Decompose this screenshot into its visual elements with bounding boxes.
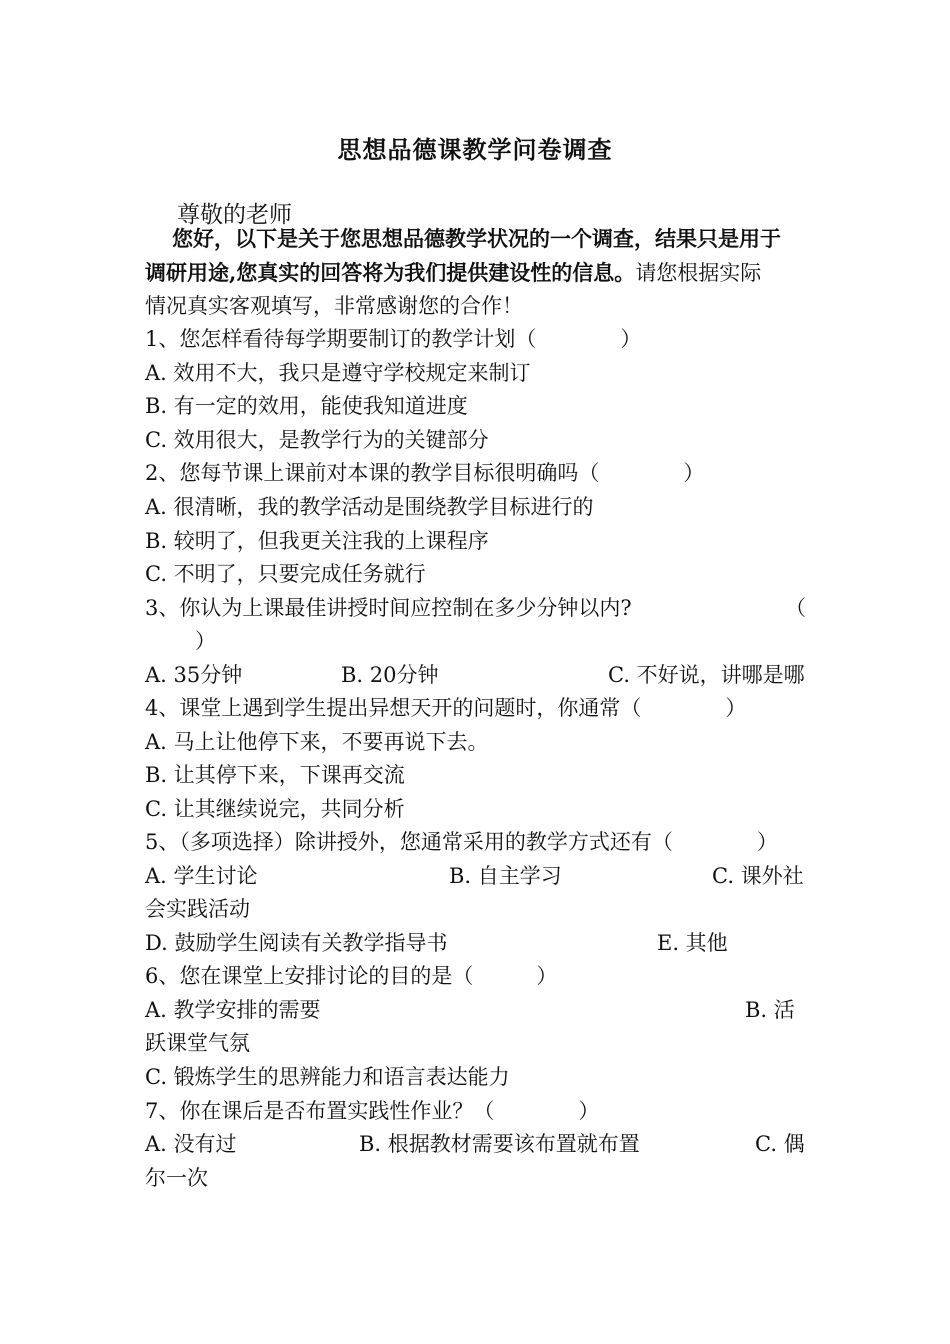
page-title: 思想品德课教学问卷调查 xyxy=(337,135,613,164)
question-1-option-a: A. 效用不大，我只是遵守学校规定来制订 xyxy=(145,361,531,385)
question-5-option-c-wrap: 会实践活动 xyxy=(145,897,250,921)
question-4-option-b: B. 让其停下来，下课再交流 xyxy=(145,763,405,787)
question-3-option-b: B. 20分钟 xyxy=(341,663,439,687)
question-7-options xyxy=(145,1129,815,1159)
question-5-option-c: C. 课外社 xyxy=(712,864,804,888)
question-3-options xyxy=(145,660,815,690)
question-3-text: 3、你认为上课最佳讲授时间应控制在多少分钟以内? xyxy=(145,596,632,620)
question-6: 6、您在课堂上安排讨论的目的是（ ） xyxy=(145,964,558,988)
question-5-options-row-1 xyxy=(145,861,815,891)
intro-line-2-bold: 调研用途,您真实的回答将为我们提供建设性的信息。 xyxy=(145,260,636,285)
question-7-option-c-wrap: 尔一次 xyxy=(145,1166,208,1190)
question-7-option-c: C. 偶 xyxy=(755,1132,805,1156)
question-7-option-b: B. 根据教材需要该布置就布置 xyxy=(359,1132,640,1156)
question-5-option-b: B. 自主学习 xyxy=(449,864,562,888)
question-4: 4、课堂上遇到学生提出异想天开的问题时，你通常（ ） xyxy=(145,696,747,720)
question-2-option-b: B. 较明了，但我更关注我的上课程序 xyxy=(145,529,489,553)
question-3 xyxy=(145,593,815,623)
question-5: 5、（多项选择）除讲授外，您通常采用的教学方式还有（ ） xyxy=(145,830,778,854)
question-3-paren-open: （ xyxy=(785,596,806,620)
question-7: 7、你在课后是否布置实践性作业？（ ） xyxy=(145,1099,600,1123)
question-1-option-b: B. 有一定的效用，能使我知道进度 xyxy=(145,394,468,418)
question-5-options-row-2 xyxy=(145,928,815,958)
question-3-option-c: C. 不好说，讲哪是哪 xyxy=(608,663,805,687)
salutation: 尊敬的老师 xyxy=(177,202,292,228)
question-4-option-c: C. 让其继续说完，共同分析 xyxy=(145,797,405,821)
question-2-option-c: C. 不明了，只要完成任务就行 xyxy=(145,562,426,586)
intro-line-3: 情况真实客观填写，非常感谢您的合作！ xyxy=(145,294,523,318)
intro-line-1: 您好，以下是关于您思想品德教学状况的一个调查，结果只是用于 xyxy=(172,226,781,251)
question-6-option-b: B. 活 xyxy=(745,998,795,1022)
question-6-options-row-1 xyxy=(145,995,815,1025)
question-6-option-b-wrap: 跃课堂气氛 xyxy=(145,1031,250,1055)
question-2: 2、您每节课上课前对本课的教学目标很明确吗（ ） xyxy=(145,461,705,485)
intro-line-2 xyxy=(145,258,815,288)
question-5-option-d: D. 鼓励学生阅读有关教学指导书 xyxy=(145,931,448,955)
question-6-option-a: A. 教学安排的需要 xyxy=(145,998,321,1022)
question-1-option-c: C. 效用很大，是教学行为的关键部分 xyxy=(145,428,489,452)
intro-line-2-rest: 请您根据实际 xyxy=(635,261,762,285)
question-5-option-a: A. 学生讨论 xyxy=(145,864,258,888)
question-4-option-a: A. 马上让他停下来，不要再说下去。 xyxy=(145,730,489,754)
question-3-wrap xyxy=(145,626,815,656)
question-1: 1、您怎样看待每学期要制订的教学计划（ ） xyxy=(145,327,642,351)
question-3-option-a: A. 35分钟 xyxy=(145,663,243,687)
question-6-option-c: C. 锻炼学生的思辨能力和语言表达能力 xyxy=(145,1065,510,1089)
question-2-option-a: A. 很清晰，我的教学活动是围绕教学目标进行的 xyxy=(145,495,594,519)
question-7-option-a: A. 没有过 xyxy=(145,1132,237,1156)
question-3-paren-close: ） xyxy=(195,629,216,653)
question-5-option-e: E. 其他 xyxy=(657,931,728,955)
